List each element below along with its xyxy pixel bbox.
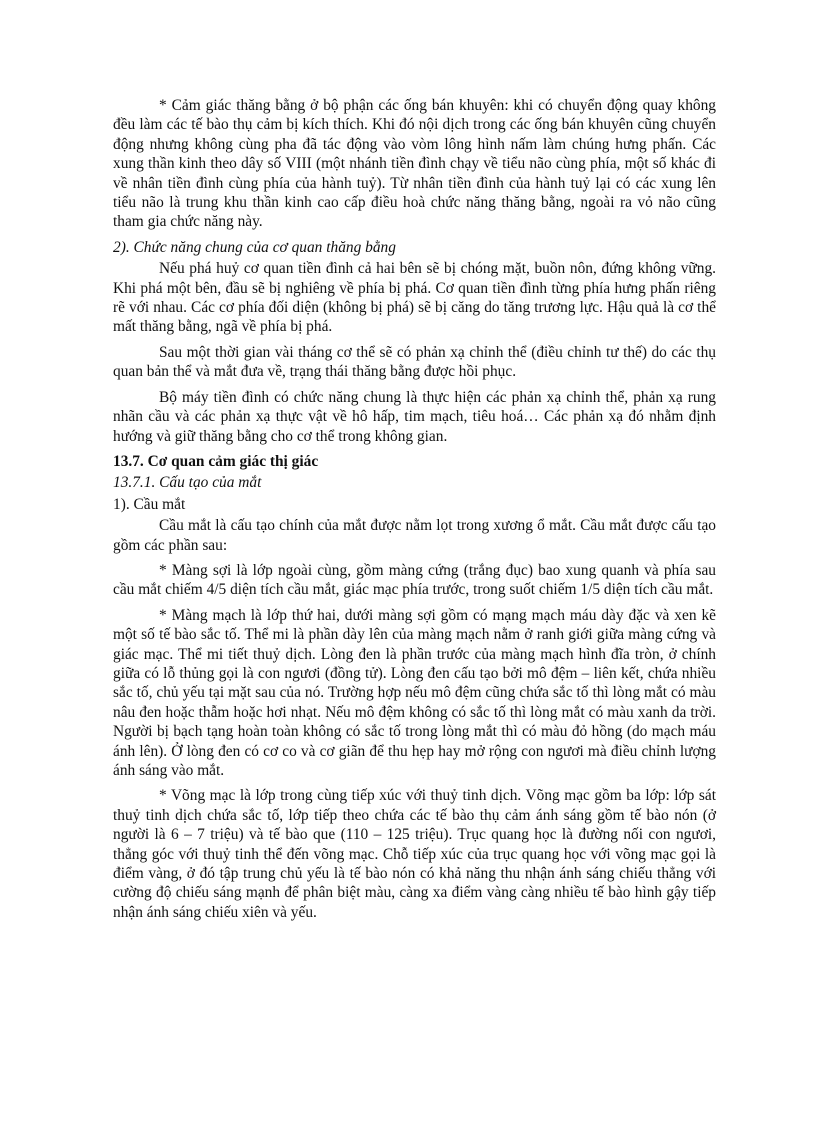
paragraph-vestibular-damage: Nếu phá huỷ cơ quan tiền đình cả hai bên sẽ bị chóng mặt, buồn nôn, đứng không vững. Khi phá một bên, đầu sẽ bị nghiêng về phía bị phá. Cơ quan tiền đình từng phía hưng phấn riêng rẽ với nhau. Các cơ phía đối diện (không bị phá) sẽ bị căng do tăng trương lực. Hậu quả là cơ thể mất thăng bằng, ngã về phía bị phá. [113, 260, 716, 336]
item-heading-eyeball: 1). Cầu mắt [113, 495, 186, 513]
paragraph-retina: * Võng mạc là lớp trong cùng tiếp xúc với thuỷ tinh dịch. Võng mạc gồm ba lớp: lớp sát thuỷ tinh dịch chứa sắc tố, lớp tiếp theo chứa các tế bào thụ cảm ánh sáng gồm tế bào nón (ở người là 6 – 7 triệu) và tế bào que (110 – 125 triệu). Trục quang học là đường nối con ngươi, thẳng góc với thuỷ tinh thể đến võng mạc. Chỗ tiếp xúc của trục quang học với võng mạc gọi là điểm vàng, ở đó tập trung chủ yếu là tế bào nón có khả năng thu nhận ánh sáng chiếu thẳng với cường độ chiếu sáng mạnh để phân biệt màu, càng xa điểm vàng càng nhiều tế bào hình gậy tiếp nhận ánh sáng chiếu xiên và yếu. [113, 787, 716, 921]
subheading-balance-function: 2). Chức năng chung của cơ quan thăng bằng [113, 238, 396, 256]
paragraph-vestibular-reflexes: Bộ máy tiền đình có chức năng chung là thực hiện các phản xạ chỉnh thể, phản xạ rung nhãn cầu và các phản xạ thực vật về hô hấp, tim mạch, tiêu hoá… Các phản xạ đó nhằm định hướng và giữ thăng bằng cho cơ thể trong không gian. [113, 388, 716, 445]
paragraph-vascular-layer: * Màng mạch là lớp thứ hai, dưới màng sợi gồm có mạng mạch máu dày đặc và xen kẽ một số tế bào sắc tố. Thể mi là phần dày lên của màng mạch nằm ở ranh giới giữa màng cứng và giác mạc. Thể mi tiết thuỷ dịch. Lòng đen là phần trước của màng mạch hình đĩa tròn, ở chính giữa có lỗ thủng gọi là con ngươi (đồng tử). Lòng đen cấu tạo bởi mô đệm – liên kết, chứa nhiều sắc tố, chủ yếu tại mặt sau của nó. Trường hợp nếu mô đệm cũng chứa sắc tố thì lòng mắt có màu nâu đen hoặc thẫm hoặc hơi nhạt. Nếu mô đệm không có sắc tố thì lòng mắt có màu xanh da trời. Người bị bạch tạng hoàn toàn không có sắc tố trong lòng mắt thì có màu đỏ hồng (do mạch máu ánh lên). Ở lòng đen có cơ co và cơ giãn để thu hẹp hay mở rộng con ngươi mà điều chỉnh lượng ánh sáng vào mắt. [113, 606, 716, 779]
paragraph-fibrous-layer: * Màng sợi là lớp ngoài cùng, gồm màng cứng (trắng đục) bao xung quanh và phía sau cầu mắt chiếm 4/5 diện tích cầu mắt, giác mạc phía trước, trong suốt chiếm 1/5 diện tích cầu mắt. [113, 561, 716, 599]
section-heading-visual-organ: 13.7. Cơ quan cảm giác thị giác [113, 452, 319, 470]
paragraph-recovery: Sau một thời gian vài tháng cơ thể sẽ có phản xạ chỉnh thể (điều chỉnh tư thế) do các thụ quan bản thể và mắt đưa về, trạng thái thăng bằng được hồi phục. [113, 343, 716, 381]
subsection-heading-eye-structure: 13.7.1. Cấu tạo của mắt [113, 474, 262, 492]
paragraph-semicircular-canals: * Cảm giác thăng bằng ở bộ phận các ống bán khuyên: khi có chuyển động quay không đều làm các tế bào thụ cảm bị kích thích. Khi đó nội dịch trong các ống bán khuyên cũng chuyển động nhưng không cùng pha đã tác động vào vòm lông hình nấm làm chúng hưng phấn. Các xung thần kinh theo dây số VIII (một nhánh tiền đình chạy về tiểu não cùng phía, một số khác đi về nhân tiền đình cùng phía của hành tuỷ). Từ nhân tiền đình của hành tuỷ lại có các xung lên tiểu não là trung khu thần kinh cao cấp điều hoà chức năng thăng bằng, ngoài ra vỏ não cũng tham gia chức năng này. [113, 97, 716, 231]
paragraph-eyeball-intro: Cầu mắt là cấu tạo chính của mắt được nằm lọt trong xương ổ mắt. Cầu mắt được cấu tạo gồm các phần sau: [113, 517, 716, 554]
